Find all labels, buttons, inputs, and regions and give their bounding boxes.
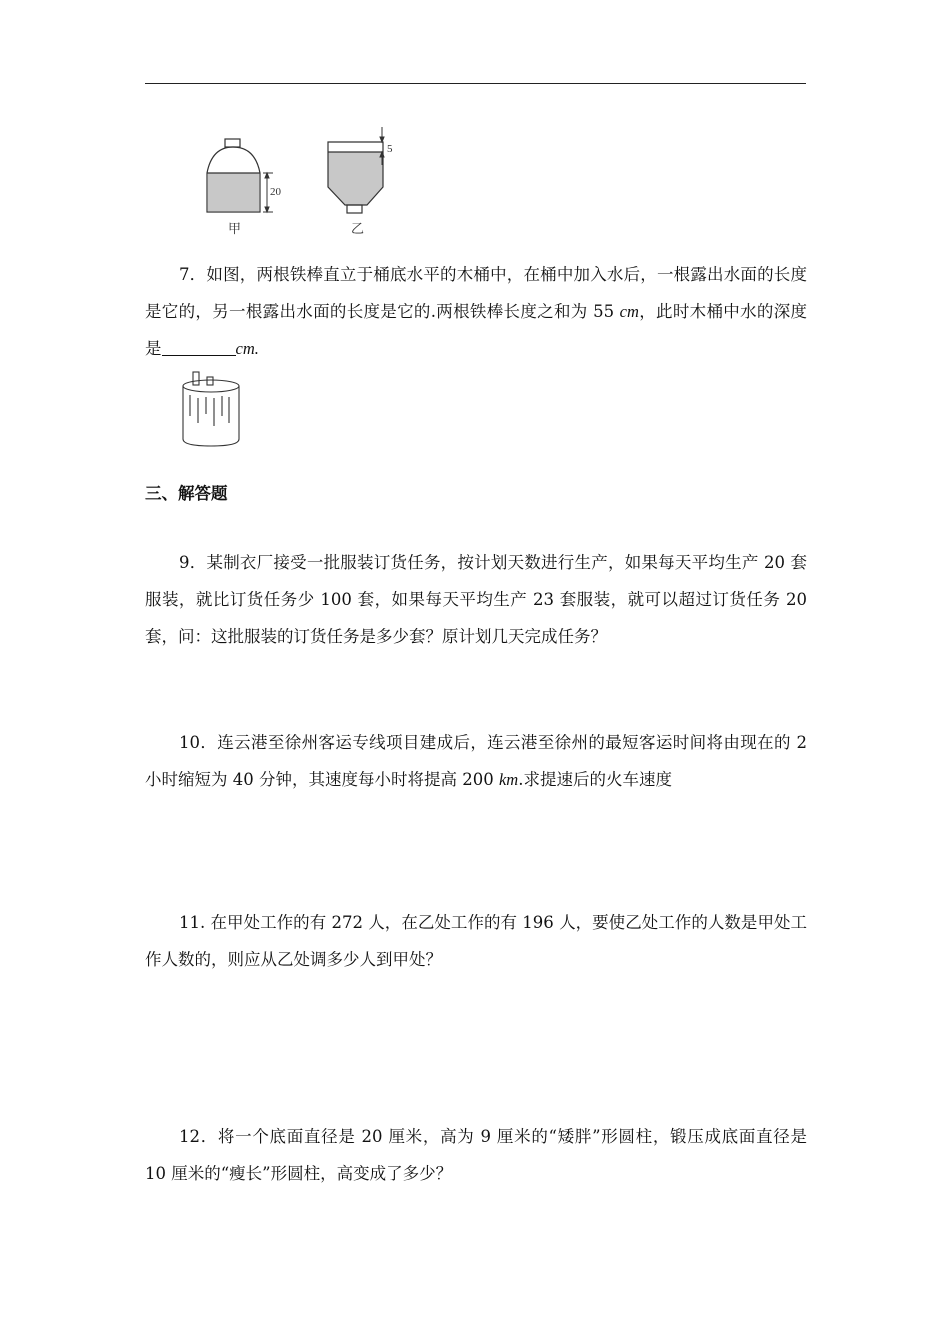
question-10 <box>145 724 807 798</box>
question-10-unit: km <box>498 770 519 789</box>
question-12-text: 12．将一个底面直径是 20 厘米，高为 9 厘米的“矮胖”形圆柱，锻压成底面直径是 10 厘米的“瘦长”形圆柱，高变成了多少？ <box>145 1127 807 1183</box>
question-7-unit-b: cm. <box>235 339 259 358</box>
tank-jia-label: 甲 <box>228 222 242 237</box>
question-10-text-a: 10．连云港至徐州客运专线项目建成后，连云港至徐州的最短客运时间将由现在的 2 小时缩短为 40 分钟，其速度每小时将提高 200 <box>145 733 807 789</box>
question-7-text-b: ，此时木桶中水的深度是 <box>145 302 808 358</box>
question-12 <box>145 1118 807 1192</box>
header-rule <box>145 83 806 84</box>
bucket-figure <box>178 368 248 452</box>
question-9 <box>145 544 807 655</box>
question-9-text: 9．某制衣厂接受一批服装订货任务，按计划天数进行生产，如果每天平均生产 20 套服装，就比订货任务少 100 套，如果每天平均生产 23 套服装，就可以超过订货任务 20 套，问：这批服装的订货任务是多少套？原计划几天完成任务？ <box>145 553 807 646</box>
tank-jia-dim-label: 20 <box>270 186 281 198</box>
question-10-text-b: .求提速后的火车速度 <box>518 770 672 789</box>
tank-jia-water <box>208 173 260 211</box>
tank-yi-dim-label: 5 <box>387 143 393 155</box>
question-7-text-a: 7．如图，两根铁棒直立于桶底水平的木桶中，在桶中加入水后，一根露出水面的长度是它的，另一根露出水面的长度是它的.两根铁棒长度之和为 55 <box>145 265 807 321</box>
question-11 <box>145 904 807 978</box>
section-heading: 三、解答题 <box>145 484 228 503</box>
answer-blank <box>162 339 236 356</box>
tank-yi-label: 乙 <box>351 222 365 237</box>
question-11-text: 11. 在甲处工作的有 272 人，在乙处工作的有 196 人，要使乙处工作的人数是甲处工作人数的，则应从乙处调多少人到甲处？ <box>145 913 807 969</box>
question-7-unit-a: cm <box>619 302 639 321</box>
question-7 <box>145 256 807 367</box>
